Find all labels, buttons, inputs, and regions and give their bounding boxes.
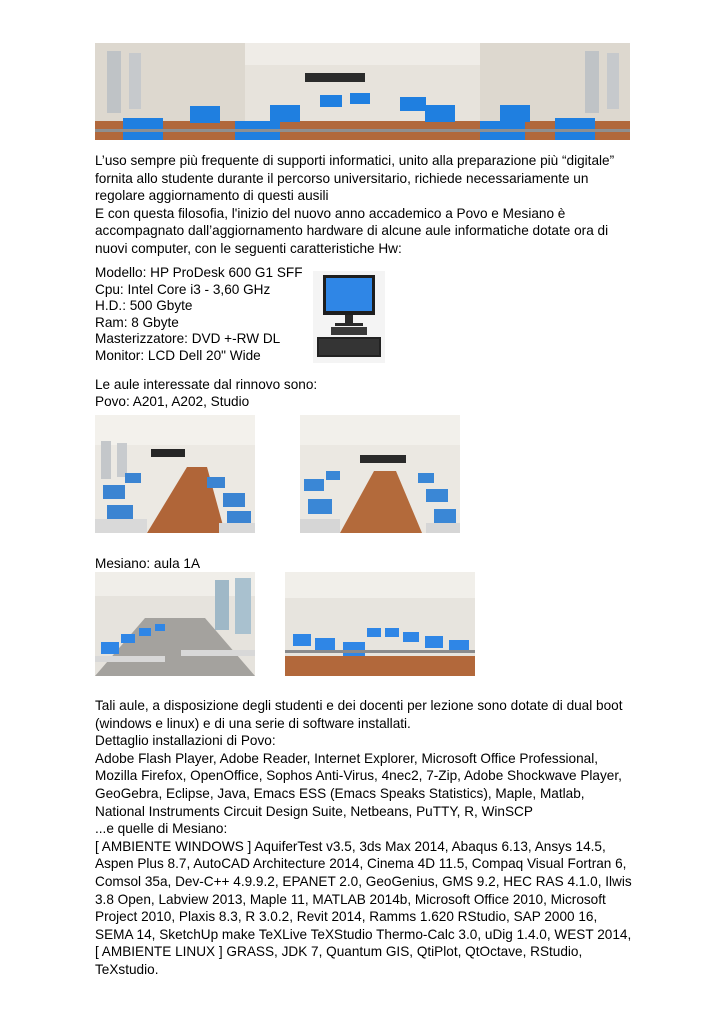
povo-lab-photo-1 [95,415,255,533]
intro-line: fornita allo studente durante il percorso universitario, richiede necessariamente un [95,170,589,186]
intro-line: accompagnato dall’aggiornamento hardware di alcune aule informatiche dotate ora di [95,223,609,239]
spec-ram: Ram: 8 Gbyte [95,314,179,330]
details-line: Mozilla Firefox, OpenOffice, Sophos Anti-Virus, 4nec2, 7-Zip, Adobe Shockwave Player, [95,768,622,784]
mesiano-lab-photo-1 [95,572,255,676]
rooms-heading: Le aule interessate dal rinnovo sono: [95,377,318,392]
details-line: Aspen Plus 8.7, AutoCAD Architecture 2014, Cinema 4D 11.5, Compaq Visual Fortran 6, [95,856,627,872]
spec-cpu: Cpu: Intel Core i3 - 3,60 GHz [95,281,271,297]
details-line: Comsol 35a, Dev-C++ 4.9.9.2, EPANET 2.0, GeoGenius, GMS 9.2, HEC RAS 4.1.0, Ilwis [95,873,632,889]
intro-line: L’uso sempre più frequente di supporti informatici, unito alla preparazione più “digitale” [95,153,615,168]
hardware-specs [95,265,303,364]
mesiano-label: Mesiano: aula 1A [95,556,201,571]
details-line: Adobe Flash Player, Adobe Reader, Internet Explorer, Microsoft Office Professional, [95,750,598,766]
povo-lab-photo-2 [300,415,460,533]
intro-line: nuovi computer, con le seguenti caratteristiche Hw: [95,240,402,256]
spec-hd: H.D.: 500 Gbyte [95,298,193,313]
computer-photo [313,271,385,363]
details-line: ...e quelle di Mesiano: [95,821,228,837]
details-line: 3.8 Open, Labview 2013, Maple 11, MATLAB 2014b, Microsoft Office 2010, Microsoft [95,891,606,907]
lab-panorama-photo [95,43,630,140]
details-paragraph [95,697,640,979]
details-line: SEMA 14, SketchUp make TeXLive TeXStudio Thermo-Calc 3.0, uDig 1.4.0, WEST 2014, [95,926,632,942]
details-line: Tali aule, a disposizione degli studenti e dei docenti per lezione sono dotate di dual boot [95,698,623,713]
povo-label: Povo: A201, A202, Studio [95,394,250,409]
details-line: Project 2010, Plaxis 8.3, R 3.0.2, Revit 2014, Ramms 1.620 RStudio, SAP 2000 16, [95,909,598,925]
spec-monitor: Monitor: LCD Dell 20" Wide [95,347,261,363]
details-line: National Instruments Circuit Design Suite, Netbeans, PuTTY, R, WinSCP [95,803,533,819]
spec-burner: Masterizzatore: DVD +-RW DL [95,331,281,346]
details-line: (windows e linux) e di una serie di software installati. [95,715,411,731]
details-line: [ AMBIENTE LINUX ] GRASS, JDK 7, Quantum GIS, QtiPlot, QtOctave, RStudio, [95,944,583,960]
intro-paragraph [95,152,640,258]
spec-model: Modello: HP ProDesk 600 G1 SFF [95,265,303,280]
details-line: [ AMBIENTE WINDOWS ] AquiferTest v3.5, 3ds Max 2014, Abaqus 6.13, Ansys 14.5, [95,838,606,854]
intro-line: regolare aggiornamento di questi ausili [95,188,329,204]
mesiano-lab-photo-2 [285,572,475,676]
details-line: Dettaglio installazioni di Povo: [95,733,276,749]
details-line: TeXstudio. [95,961,159,977]
details-line: GeoGebra, Eclipse, Java, Emacs ESS (Emacs Speaks Statistics), Maple, Matlab, [95,785,585,801]
intro-line: E con questa filosofia, l'inizio del nuovo anno accademico a Povo e Mesiano è [95,205,566,221]
